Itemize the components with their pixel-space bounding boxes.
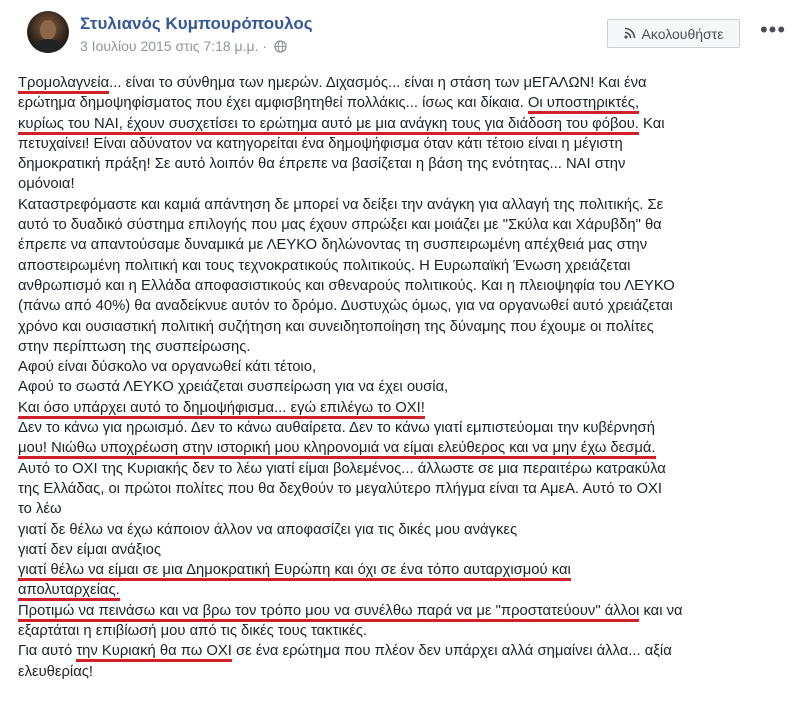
post-text-segment: μου! Νιώθω υποχρέωση στην ιστορική μου κληρονομιά να είμαι ελεύθερος και να μην έχω δεσμά.	[18, 440, 656, 459]
post-text-segment: (πάνω από 40%) θα αναδείκνυε αυτόν το δρόμο. Δυστυχώς όμως, για να οργανωθεί αυτό χρειάζεται	[18, 298, 673, 315]
post-text-line	[18, 520, 800, 540]
post-text-segment: της Ελλάδας, οι πρώτοι πολίτες που θα δεχθούν το μεγαλύτερο πλήγμα είναι τα ΑμεΑ. Αυτό το ΟΧΙ	[18, 480, 663, 497]
post-text-line	[18, 235, 800, 255]
post-text-line	[18, 621, 800, 641]
post-text-line	[18, 601, 800, 621]
post-text-segment: το λέω	[18, 501, 62, 518]
post-text-segment: Και	[638, 115, 665, 132]
post-text-line	[18, 93, 800, 113]
post-text-line	[18, 641, 800, 661]
post-text-segment: στην περίπτωση της συσπείρωσης.	[18, 338, 251, 355]
post-text-segment: Τρομολαγνεία	[18, 75, 109, 94]
post-body	[18, 73, 800, 682]
post-text-segment: γιατί θέλω να είμαι σε μια Δημοκρατική Ευρώπη και όχι σε ένα τόπο αυταρχισμού και	[18, 562, 571, 581]
post-text-line	[18, 154, 800, 174]
post-text-segment: χρόνο και ουσιαστική πολιτική συζήτηση και συνειδητοποίηση της δύναμης που έχουμε οι πολίτες	[18, 318, 654, 335]
avatar-shoulders	[31, 39, 65, 53]
globe-icon	[274, 40, 287, 56]
post-text-segment: Οι υποστηρικτές,	[528, 95, 639, 114]
post-text-line	[18, 580, 800, 600]
post-text-segment: ανθρωπισμό και η Ελλάδα αποφασιστικούς και σθεναρούς πολιτικούς. Και η πλειοψηφία του ΛΕΥΚΟ	[18, 277, 675, 294]
post-text-segment: Για αυτό	[18, 643, 77, 660]
post-text-line	[18, 195, 800, 215]
post-text-line	[18, 174, 800, 194]
post-text-segment: ελευθερίας!	[18, 663, 94, 680]
post-text-segment: την Κυριακή θα πω ΟΧΙ	[76, 643, 232, 662]
post-text-segment: Και όσο υπάρχει αυτό το δημοψήφισμα... εγώ επιλέγω το ΟΧΙ!	[18, 400, 425, 419]
post-date[interactable]: 3 Ιουλίου 2015 στις 7:18 μ.μ. ·	[80, 38, 268, 54]
post-text-line	[18, 662, 800, 682]
post-text-segment: Καταστρεφόμαστε και καμιά απάντηση δε μπορεί να δείξει την ανάγκη για αλλαγή της πολιτικής. Σε	[18, 196, 664, 213]
more-options-button[interactable]: •••	[759, 17, 787, 42]
post-text-segment: ομόνοια!	[18, 176, 75, 193]
post-text-line	[18, 499, 800, 519]
post-text-line	[18, 73, 800, 93]
post-text-segment: και να	[639, 602, 683, 619]
follow-label: Ακολουθήστε	[641, 25, 724, 42]
post-text-segment: γιατί δε θέλω να έχω κάποιον άλλον να αποφασίζει για τις δικές μου ανάγκες	[18, 521, 518, 538]
post-text-segment: Προτιμώ να πεινάσω και να βρω τον τρόπο μου να συνέλθω παρά να με "προστατεύουν" άλλοι	[18, 603, 639, 622]
post-text-line	[18, 357, 800, 377]
post-text-segment: αποστειρωμένη πολιτική και τους τεχνοκρατικούς πολιτικούς. Η Ευρωπαϊκή Ένωση χρειάζεται	[18, 257, 631, 274]
post-text-segment: ερώτημα δημοψηφίσματος που έχει αμφισβητηθεί πολλάκις... ίσως και δίκαια.	[18, 95, 528, 112]
post-text-line	[18, 317, 800, 337]
rss-icon	[624, 26, 636, 42]
post-text-line	[18, 540, 800, 560]
post-text-line	[18, 459, 800, 479]
author-avatar[interactable]	[27, 11, 69, 53]
post-text-segment: σε ένα ερώτημα που πλέον δεν υπάρχει αλλά σημαίνει άλλα... αξία	[231, 643, 672, 660]
post-text-segment: ... είναι το σύνθημα των ημερών. Διχασμός... είναι η στάση των μΕΓΑΛΩΝ! Και ένα	[109, 75, 647, 91]
post-text-line	[18, 296, 800, 316]
post-header	[0, 0, 807, 62]
post-text-line	[18, 377, 800, 397]
post-text-line	[18, 479, 800, 499]
author-name[interactable]: Στυλιανός Κυμπουρόπουλος	[80, 14, 313, 33]
post-text-line	[18, 418, 800, 438]
post-timestamp[interactable]	[80, 38, 287, 56]
post-text-segment: Αφού είναι δύσκολο να οργανωθεί κάτι τέτοιο,	[18, 359, 317, 376]
post-text-line	[18, 337, 800, 357]
post-text-line	[18, 134, 800, 154]
post-text-segment: έπρεπε να απαντούσαμε δυναμικά με ΛΕΥΚΟ δηλώνοντας τη συσπειρωμένη απέχθειά μας στην	[18, 237, 648, 254]
post-text-segment: απολυταρχείας.	[18, 582, 120, 601]
post-text-line	[18, 114, 800, 134]
post-text-line	[18, 256, 800, 276]
post-text-segment: Αφού το σωστά ΛΕΥΚΟ χρειάζεται συσπείρωση για να έχει ουσία,	[18, 379, 449, 396]
post-text-segment: Αυτό το ΟΧΙ της Κυριακής δεν το λέω γιατί είμαι βολεμένος... άλλωστε σε μια περαιτέρω κατρακύλα	[18, 460, 666, 477]
post-text-line	[18, 438, 800, 458]
post-text-line	[18, 398, 800, 418]
post-text-segment: γιατί δεν είμαι ανάξιος	[18, 541, 161, 558]
post-text-line	[18, 560, 800, 580]
post-text-line	[18, 215, 800, 235]
post-text-segment: αυτό το δυαδικό σύστημα επιλογής που μας έχουν σπρώξει και μοιάζει με "Σκύλα και Χάρυβδη" θα	[18, 217, 662, 234]
post-text-segment: κυρίως του ΝΑΙ, έχουν συσχετίσει το ερώτημα αυτό με μια ανάγκη τους για διάδοση του φόβου.	[18, 116, 639, 135]
follow-button[interactable]	[607, 19, 740, 48]
post-text-segment: πετυχαίνει! Είναι αδύνατον να κατηγορείται ένα δημοψήφισμα όταν κάτι τέτοιο είναι η μέγιστη	[18, 135, 623, 152]
post-text-segment: Δεν το κάνω για ηρωισμό. Δεν το κάνω αυθαίρετα. Δεν το κάνω γιατί εμπιστεύομαι την κυβέρνησή	[18, 420, 655, 437]
post-text-line	[18, 276, 800, 296]
post-text-segment: δημοκρατική πράξη! Σε αυτό λοιπόν θα έπρεπε να βασίζεται η βάση της ενότητας... ΝΑΙ στην	[18, 156, 626, 173]
post-text-segment: εξαρτάται η επιβίωσή μου από τις δικές τους τακτικές.	[18, 623, 367, 640]
avatar-face	[40, 20, 56, 40]
